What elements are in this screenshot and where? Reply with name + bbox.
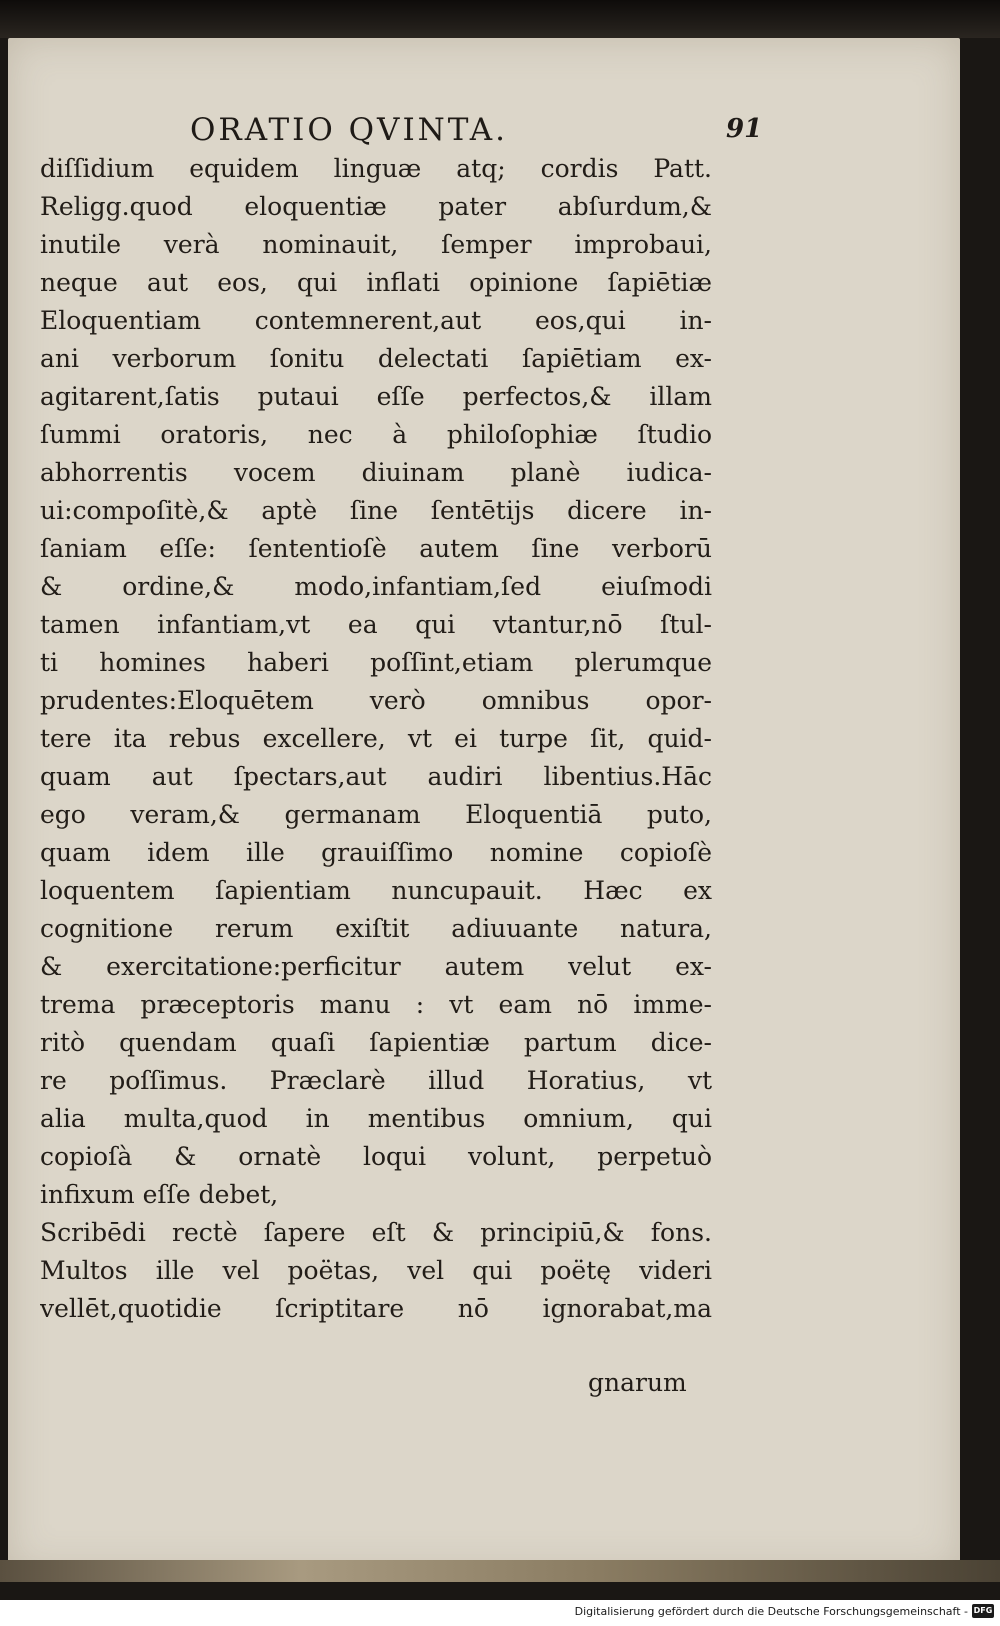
text-line: cognitione rerum exiſtit adiuuante natura, (40, 914, 712, 943)
text-line: inutile verà nominauit, ſemper improbaui, (40, 230, 712, 259)
text-line: ui:compoſitè,& aptè ſine ſentētijs dicere in- (40, 496, 712, 525)
text-line: infixum eſſe debet, (40, 1180, 279, 1209)
text-line: alia multa,quod in mentibus omnium, qui (40, 1104, 712, 1133)
text-line: quam aut ſpectars,aut audiri libentius.Hāc (40, 762, 712, 791)
body-text (40, 150, 712, 1328)
text-line: diſſidium equidem linguæ atq; cordis Patt. (40, 154, 712, 183)
text-line: loquentem ſapientiam nuncupauit. Hæc ex (40, 876, 712, 905)
page-number: 91 (726, 114, 763, 144)
text-line: abhorrentis vocem diuinam planè iudica- (40, 458, 712, 487)
text-line: Religg.quod eloquentiæ pater abſurdum,& (40, 192, 712, 221)
text-line: Eloquentiam contemnerent,aut eos,qui in- (40, 306, 712, 335)
text-line: ritò quendam quaſi ſapientiæ partum dice- (40, 1028, 712, 1057)
verse-line: Scribēdi rectè ſapere eſt & principiū,& fons. (40, 1218, 712, 1247)
text-line: ſummi oratoris, nec à philoſophiæ ſtudio (40, 420, 712, 449)
text-line: re poſſimus. Præclarè illud Horatius, vt (40, 1066, 712, 1095)
text-line: trema præceptoris manu : vt eam nō imme- (40, 990, 712, 1019)
text-line: vellēt,quotidie ſcriptitare nō ignorabat,ma (40, 1294, 712, 1323)
text-line: quam idem ille grauiſſimo nomine copioſè (40, 838, 712, 867)
text-line: prudentes:Eloquētem verò omnibus opor- (40, 686, 712, 715)
text-line: tere ita rebus excellere, vt ei turpe ſit, quid- (40, 724, 712, 753)
page-edge-band (0, 1560, 1000, 1582)
text-line: Multos ille vel poëtas, vel qui poëtę videri (40, 1256, 712, 1285)
text-line: ti homines haberi poſſint,etiam plerumque (40, 648, 712, 677)
text-line: & ordine,& modo,infantiam,ſed eiuſmodi (40, 572, 712, 601)
text-line: tamen infantiam,vt ea qui vtantur,nō ſtul- (40, 610, 712, 639)
text-line: agitarent,ſatis putaui eſſe perfectos,& illam (40, 382, 712, 411)
text-line: ani verborum ſonitu delectati ſapiētiam ex- (40, 344, 712, 373)
funding-credit: Digitalisierung gefördert durch die Deutsche Forschungsgemeinschaft - (574, 1605, 968, 1618)
catchword: gnarum (588, 1368, 687, 1397)
running-head: ORATIO QVINTA. (190, 112, 509, 148)
text-line: ego veram,& germanam Eloquentiā puto, (40, 800, 712, 829)
footer-bar (0, 1600, 1000, 1626)
text-line: & exercitatione:perficitur autem velut ex- (40, 952, 712, 981)
top-shadow (0, 0, 1000, 38)
text-line: ſaniam eſſe: ſententioſè autem ſine verborū (40, 534, 712, 563)
text-line: copioſà & ornatè loqui volunt, perpetuò (40, 1142, 712, 1171)
dfg-logo-icon: DFG (972, 1604, 994, 1618)
text-line: neque aut eos, qui inflati opinione ſapiētiæ (40, 268, 712, 297)
